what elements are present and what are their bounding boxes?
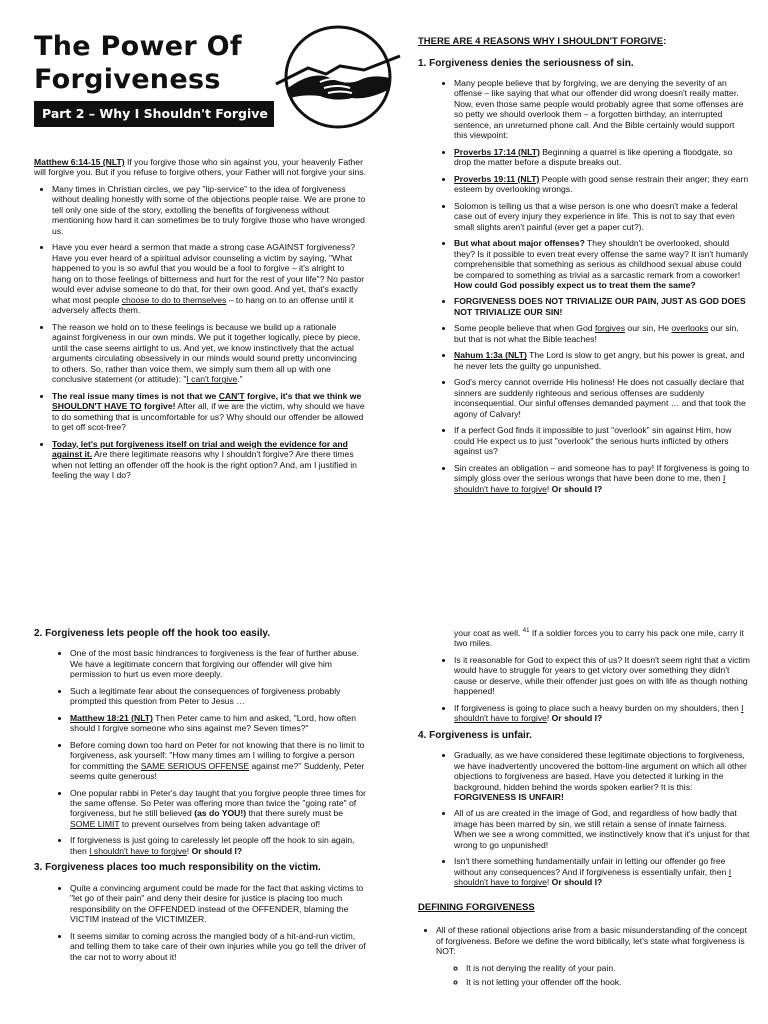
- list-item: • Gradually, as we have considered these legitimate objections to forgiveness, we have inadvertently uncovered the bottom-line argument on which all other objections to forgiveness are based. Have you detected it lurking in the background, hidden behind the words spoken earlier? It is this: FORGIVENESS IS UNFAIR!: [454, 750, 750, 802]
- reason-3-list: [34, 883, 366, 962]
- list-item: ◦ It is not denying the reality of your pain.: [466, 963, 750, 973]
- defining-list: [418, 925, 750, 987]
- list-item: • All of these rational objections arise from a basic misunderstanding of the concept of forgiveness. Before we define the word biblically, let's state what forgiveness is NOT: ◦ It is not denying the reality of your pain. ◦ It is not letting your offender off the hook.: [436, 925, 750, 987]
- reasons-column-top: [418, 36, 750, 500]
- list-item: • Quite a convincing argument could be made for the fact that asking victims to "let go of their pain" and deny their desire for justice is placing too much responsibility on the OFFENDED instead of the OFFENDER, blaming the VICTIM instead of the VICTIMIZER.: [70, 883, 366, 925]
- reason-1-title: 1. Forgiveness denies the seriousness of sin.: [418, 57, 634, 69]
- reason-3-title: 3. Forgiveness places too much responsibility on the victim.: [34, 862, 321, 874]
- list-item: • Matthew 18:21 (NLT) Then Peter came to him and asked, "Lord, how often should I forgive someone who sins against me? Seven times?": [70, 713, 366, 734]
- list-item: ◦ It is not letting your offender off the hook.: [466, 977, 750, 987]
- list-item: • Many people believe that by forgiving, we are denying the severity of an offense – like saying that what our offender did wrong doesn't really matter. Now, even those same people would probably agree that some offenses are so petty we should overlook them – a forgotten birthday, an interrupted sentence, an unreturned phone call. And the Bible certainly would support this viewpoint:: [454, 78, 750, 141]
- list-item: • Have you ever heard a sermon that made a strong case AGAINST forgiveness? Have you ever heard of a spiritual advisor counseling a victim by saying, "What happened to you is so awful that you would be a fool to forgive – it's alright to hang on to those feelings of bitterness and hurt for the rest of your life"? No pastor would ever advise someone to do that, for their own good. And yet, that's exactly what most people choose to do to themselves – to hang on to an offense until it adversely affects them.: [52, 242, 366, 315]
- list-item: • Solomon is telling us that a wise person is one who doesn't make a federal case out of every injury they experience in life. This is not to say that even small slights aren't painful (ever get a paper cut?).: [454, 201, 750, 232]
- scripture-ref: Matthew 6:14-15 (NLT): [34, 157, 125, 167]
- intro-scripture: Matthew 6:14-15 (NLT) If you forgive those who sin against you, your heavenly Father will forgive you. But if you refuse to forgive others, your Father will not forgive your sins.: [34, 157, 366, 178]
- list-item: • It seems similar to coming across the mangled body of a hit-and-run victim, and telling them to take care of their own injuries while you go tell the driver of the car not to worry about it!: [70, 931, 366, 962]
- title-line-1: The Power Of: [34, 31, 242, 62]
- list-item: • Proverbs 17:14 (NLT) Beginning a quarrel is like opening a floodgate, so drop the matter before a dispute breaks out.: [454, 147, 750, 168]
- title-line-2: Forgiveness: [34, 64, 221, 95]
- reasons-column-bottom-left: [34, 628, 366, 968]
- list-item: • Today, let's put forgiveness itself on trial and weigh the evidence for and against it. Are there legitimate reasons why I shouldn't forgive? Are there times when not letting an offender off the hook is the right option? And, am I justified in feeling the way I do?: [52, 439, 366, 481]
- intro-column: [34, 157, 366, 487]
- subtitle-banner: Part 2 – Why I Shouldn't Forgive: [34, 101, 274, 127]
- list-item: • One popular rabbi in Peter's day taught that you forgive people three times for the same offense. So Peter was offering more than twice the "going rate" of forgiveness, but he still believed (as do YOU!) that there surely must be SOME LIMIT to prevent ourselves from being taken advantage of!: [70, 788, 366, 830]
- reason-4-list: [418, 750, 750, 888]
- list-item: • Some people believe that when God forgives our sin, He overlooks our sin, but that is not what the Bible teaches!: [454, 323, 750, 344]
- reason-3-list-cont: [418, 655, 750, 724]
- reason-2-title: 2. Forgiveness lets people off the hook too easily.: [34, 628, 270, 639]
- document-title: [34, 30, 242, 96]
- list-item: • The reason we hold on to these feelings is because we build up a rationale against forgiveness in our own minds. We put it together logically, piece by piece, until the case seems airtight to us. And yet, we know instinctively that the actual arguments circulating obsessively in our minds would sound pretty unconvincing to others. So, rather than voice them, we simply sum them all up with one conclusive statement (or attitude): "I can't forgive.": [52, 322, 366, 385]
- list-item: • Sin creates an obligation – and someone has to pay! If forgiveness is going to simply gloss over the serious wrongs that have been done to me, then I shouldn't have to forgive! Or should I?: [454, 463, 750, 494]
- scripture-continuation: your coat as well. $^{41}$ If a soldier forces you to carry his pack one mile, carry it two miles.: [454, 628, 744, 649]
- list-item: • If forgiveness is going to place such a heavy burden on my shoulders, then I shouldn't have to forgive! Or should I?: [454, 703, 750, 724]
- list-item: • If forgiveness is just going to carelessly let people off the hook to sin again, then I shouldn't have to forgive! Or should I?: [70, 835, 366, 856]
- list-item: • One of the most basic hindrances to forgiveness is the fear of further abuse. We have a legitimate concern that forgiving our offender will give him permission to hurt us even more deeply.: [70, 648, 366, 679]
- list-item: • Proverbs 19:11 (NLT) People with good sense restrain their anger; they earn esteem by overlooking wrongs.: [454, 174, 750, 195]
- not-list: [436, 963, 750, 988]
- list-item: • Before coming down too hard on Peter for not knowing that there is no limit to forgiveness, ask yourself: "How many times am I willing to forgive a person for committing the SAME SERIOUS OFFENSE against me?" Suddenly, Peter seems quite generous!: [70, 740, 366, 782]
- defining-heading: DEFINING FORGIVENESS: [418, 901, 535, 913]
- reason-4-title: 4. Forgiveness is unfair.: [418, 729, 532, 741]
- list-item: • The real issue many times is not that we CAN'T forgive, it's that we think we SHOULDN'T HAVE TO forgive! After all, if we are the victim, why should we have to do something that is uncomfortable for us? Why should our offender be allowed to get off scot-free?: [52, 391, 366, 433]
- reasons-heading: THERE ARE 4 REASONS WHY I SHOULDN'T FORGIVE:: [418, 36, 667, 47]
- reasons-column-bottom-right: [418, 628, 750, 994]
- list-item: • Is it reasonable for God to expect this of us? It doesn't seem right that a victim would have to struggle for years to get victory over something they didn't cause or deserve, while their offender just goes on with life as though nothing happened!: [454, 655, 750, 697]
- list-item: • Such a legitimate fear about the consequences of forgiveness probably prompted this question from Peter to Jesus …: [70, 686, 366, 707]
- list-item: • FORGIVENESS DOES NOT TRIVIALIZE OUR PAIN, JUST AS GOD DOES NOT TRIVIALIZE OUR SIN!: [454, 296, 750, 317]
- intro-list: [34, 184, 366, 481]
- handshake-icon: [268, 22, 408, 132]
- list-item: • Nahum 1:3a (NLT) The Lord is slow to get angry, but his power is great, and he never lets the guilty go unpunished.: [454, 350, 750, 371]
- reason-2-list: [34, 648, 366, 856]
- list-item: • Isn't there something fundamentally unfair in letting our offender go free without any consequences? And if forgiveness is essentially unfair, then I shouldn't have to forgive! Or should I?: [454, 856, 750, 887]
- list-item: • Many times in Christian circles, we pay "lip-service" to the idea of forgiveness without dealing honestly with some of the objections people raise. We are prone to tell only one side of the story, extolling the benefits of forgiveness without mentioning how hard it can sometimes be to truly forgive those who have wronged us.: [52, 184, 366, 236]
- list-item: • But what about major offenses? They shouldn't be overlooked, should they? Is it possible to even treat every offense the same way? It isn't humanly comprehensible that something as serious as childhood sexual abuse could be compared to something as trivial as a sarcastic remark from a coworker! How could God possibly expect us to treat them the same?: [454, 238, 750, 290]
- list-item: • All of us are created in the image of God, and regardless of how badly that image has been marred by sin, we still retain a sense of innate fairness. When we see a wrong committed, we instinctively know that it's unjust for that wrong to go unpunished!: [454, 808, 750, 850]
- list-item: • If a perfect God finds it impossible to just "overlook" sin against Him, how could He expect us to just "overlook" the serious hurts inflicted by others against us?: [454, 425, 750, 456]
- reason-1-list: [418, 78, 750, 494]
- list-item: • God's mercy cannot override His holiness! He does not casually declare that sinners are suddenly righteous and serious offenses are suddenly inconsequential. Our sinful offenses demanded payment … and that took the agony of Calvary!: [454, 377, 750, 419]
